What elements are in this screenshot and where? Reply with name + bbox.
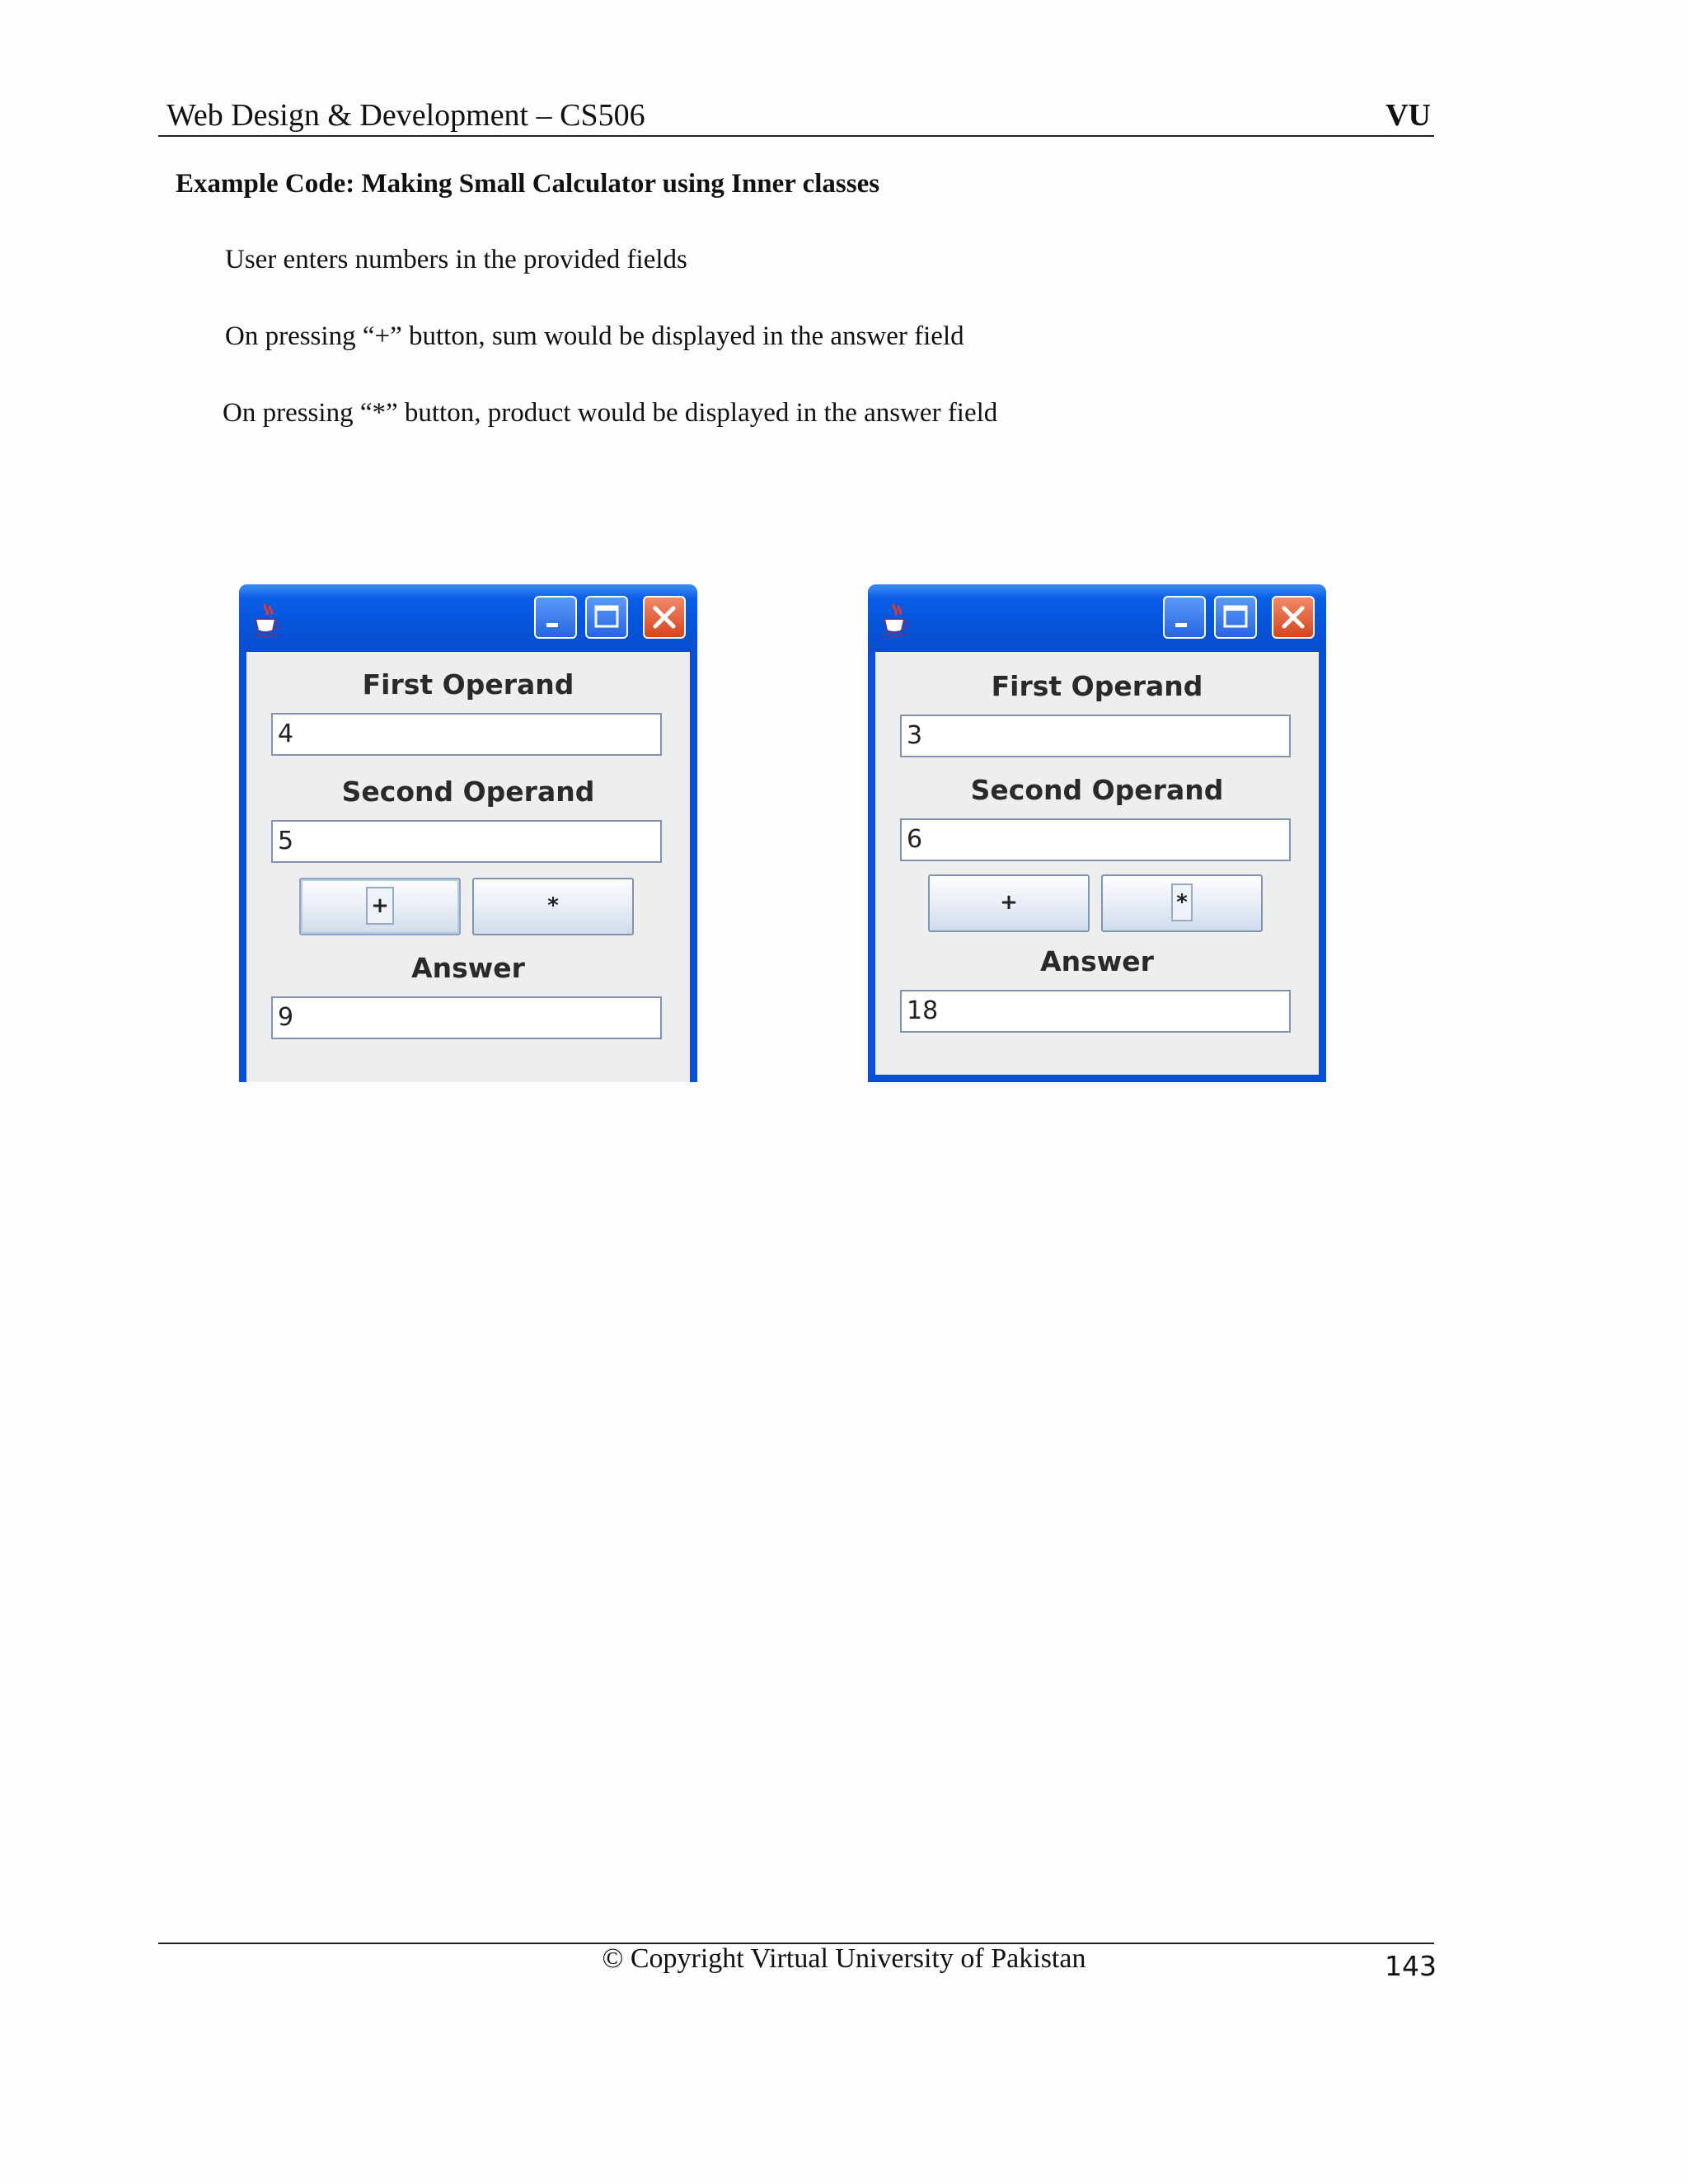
close-button[interactable] (1272, 596, 1315, 639)
org-name: VU (1386, 98, 1431, 133)
first-operand-field[interactable]: 4 (271, 713, 662, 756)
second-operand-label: Second Operand (970, 774, 1224, 806)
section-title: Example Code: Making Small Calculator using Inner classes (176, 169, 880, 199)
maximize-button[interactable] (585, 596, 628, 639)
minimize-button[interactable] (1163, 596, 1206, 639)
second-operand-label: Second Operand (341, 776, 595, 808)
maximize-icon (1216, 598, 1255, 637)
answer-label: Answer (1040, 945, 1154, 977)
second-operand-field[interactable]: 6 (900, 818, 1291, 861)
maximize-icon (587, 598, 626, 637)
first-operand-label: First Operand (362, 668, 574, 701)
copyright-notice: © Copyright Virtual University of Pakistan (602, 1943, 1086, 1974)
first-operand-label: First Operand (991, 670, 1203, 702)
maximize-button[interactable] (1214, 596, 1257, 639)
first-operand-field[interactable]: 3 (900, 715, 1291, 757)
calculator-window-product (868, 584, 1326, 1082)
plus-button[interactable] (928, 874, 1090, 932)
answer-label: Answer (411, 952, 525, 984)
minimize-icon (536, 598, 575, 637)
window-titlebar[interactable] (239, 584, 697, 652)
multiply-button-label: * (547, 893, 559, 918)
close-button[interactable] (643, 596, 686, 639)
multiply-button[interactable] (472, 878, 634, 935)
java-cup-icon (251, 601, 284, 639)
paragraph: On pressing “*” button, product would be displayed in the answer field (223, 398, 998, 428)
paragraph: User enters numbers in the provided fields (225, 245, 687, 274)
multiply-button[interactable] (1101, 874, 1263, 932)
minimize-button[interactable] (534, 596, 577, 639)
calculator-window-sum (239, 584, 697, 1082)
plus-button-label: + (1000, 890, 1018, 915)
close-icon (1273, 598, 1313, 637)
window-content (246, 652, 690, 1082)
multiply-button-label: * (1171, 883, 1193, 921)
plus-button[interactable] (299, 878, 461, 935)
page-header (158, 97, 1434, 137)
answer-field[interactable]: 9 (271, 996, 662, 1039)
minimize-icon (1165, 598, 1204, 637)
close-icon (645, 598, 684, 637)
page-number: 143 (1385, 1950, 1437, 1982)
answer-field[interactable]: 18 (900, 990, 1291, 1033)
plus-button-label: + (366, 887, 394, 925)
java-cup-icon (879, 601, 912, 639)
second-operand-field[interactable]: 5 (271, 820, 662, 863)
paragraph: On pressing “+” button, sum would be displayed in the answer field (225, 321, 964, 351)
window-titlebar[interactable] (868, 584, 1326, 652)
course-title: Web Design & Development – CS506 (166, 98, 645, 133)
window-content (875, 652, 1319, 1075)
